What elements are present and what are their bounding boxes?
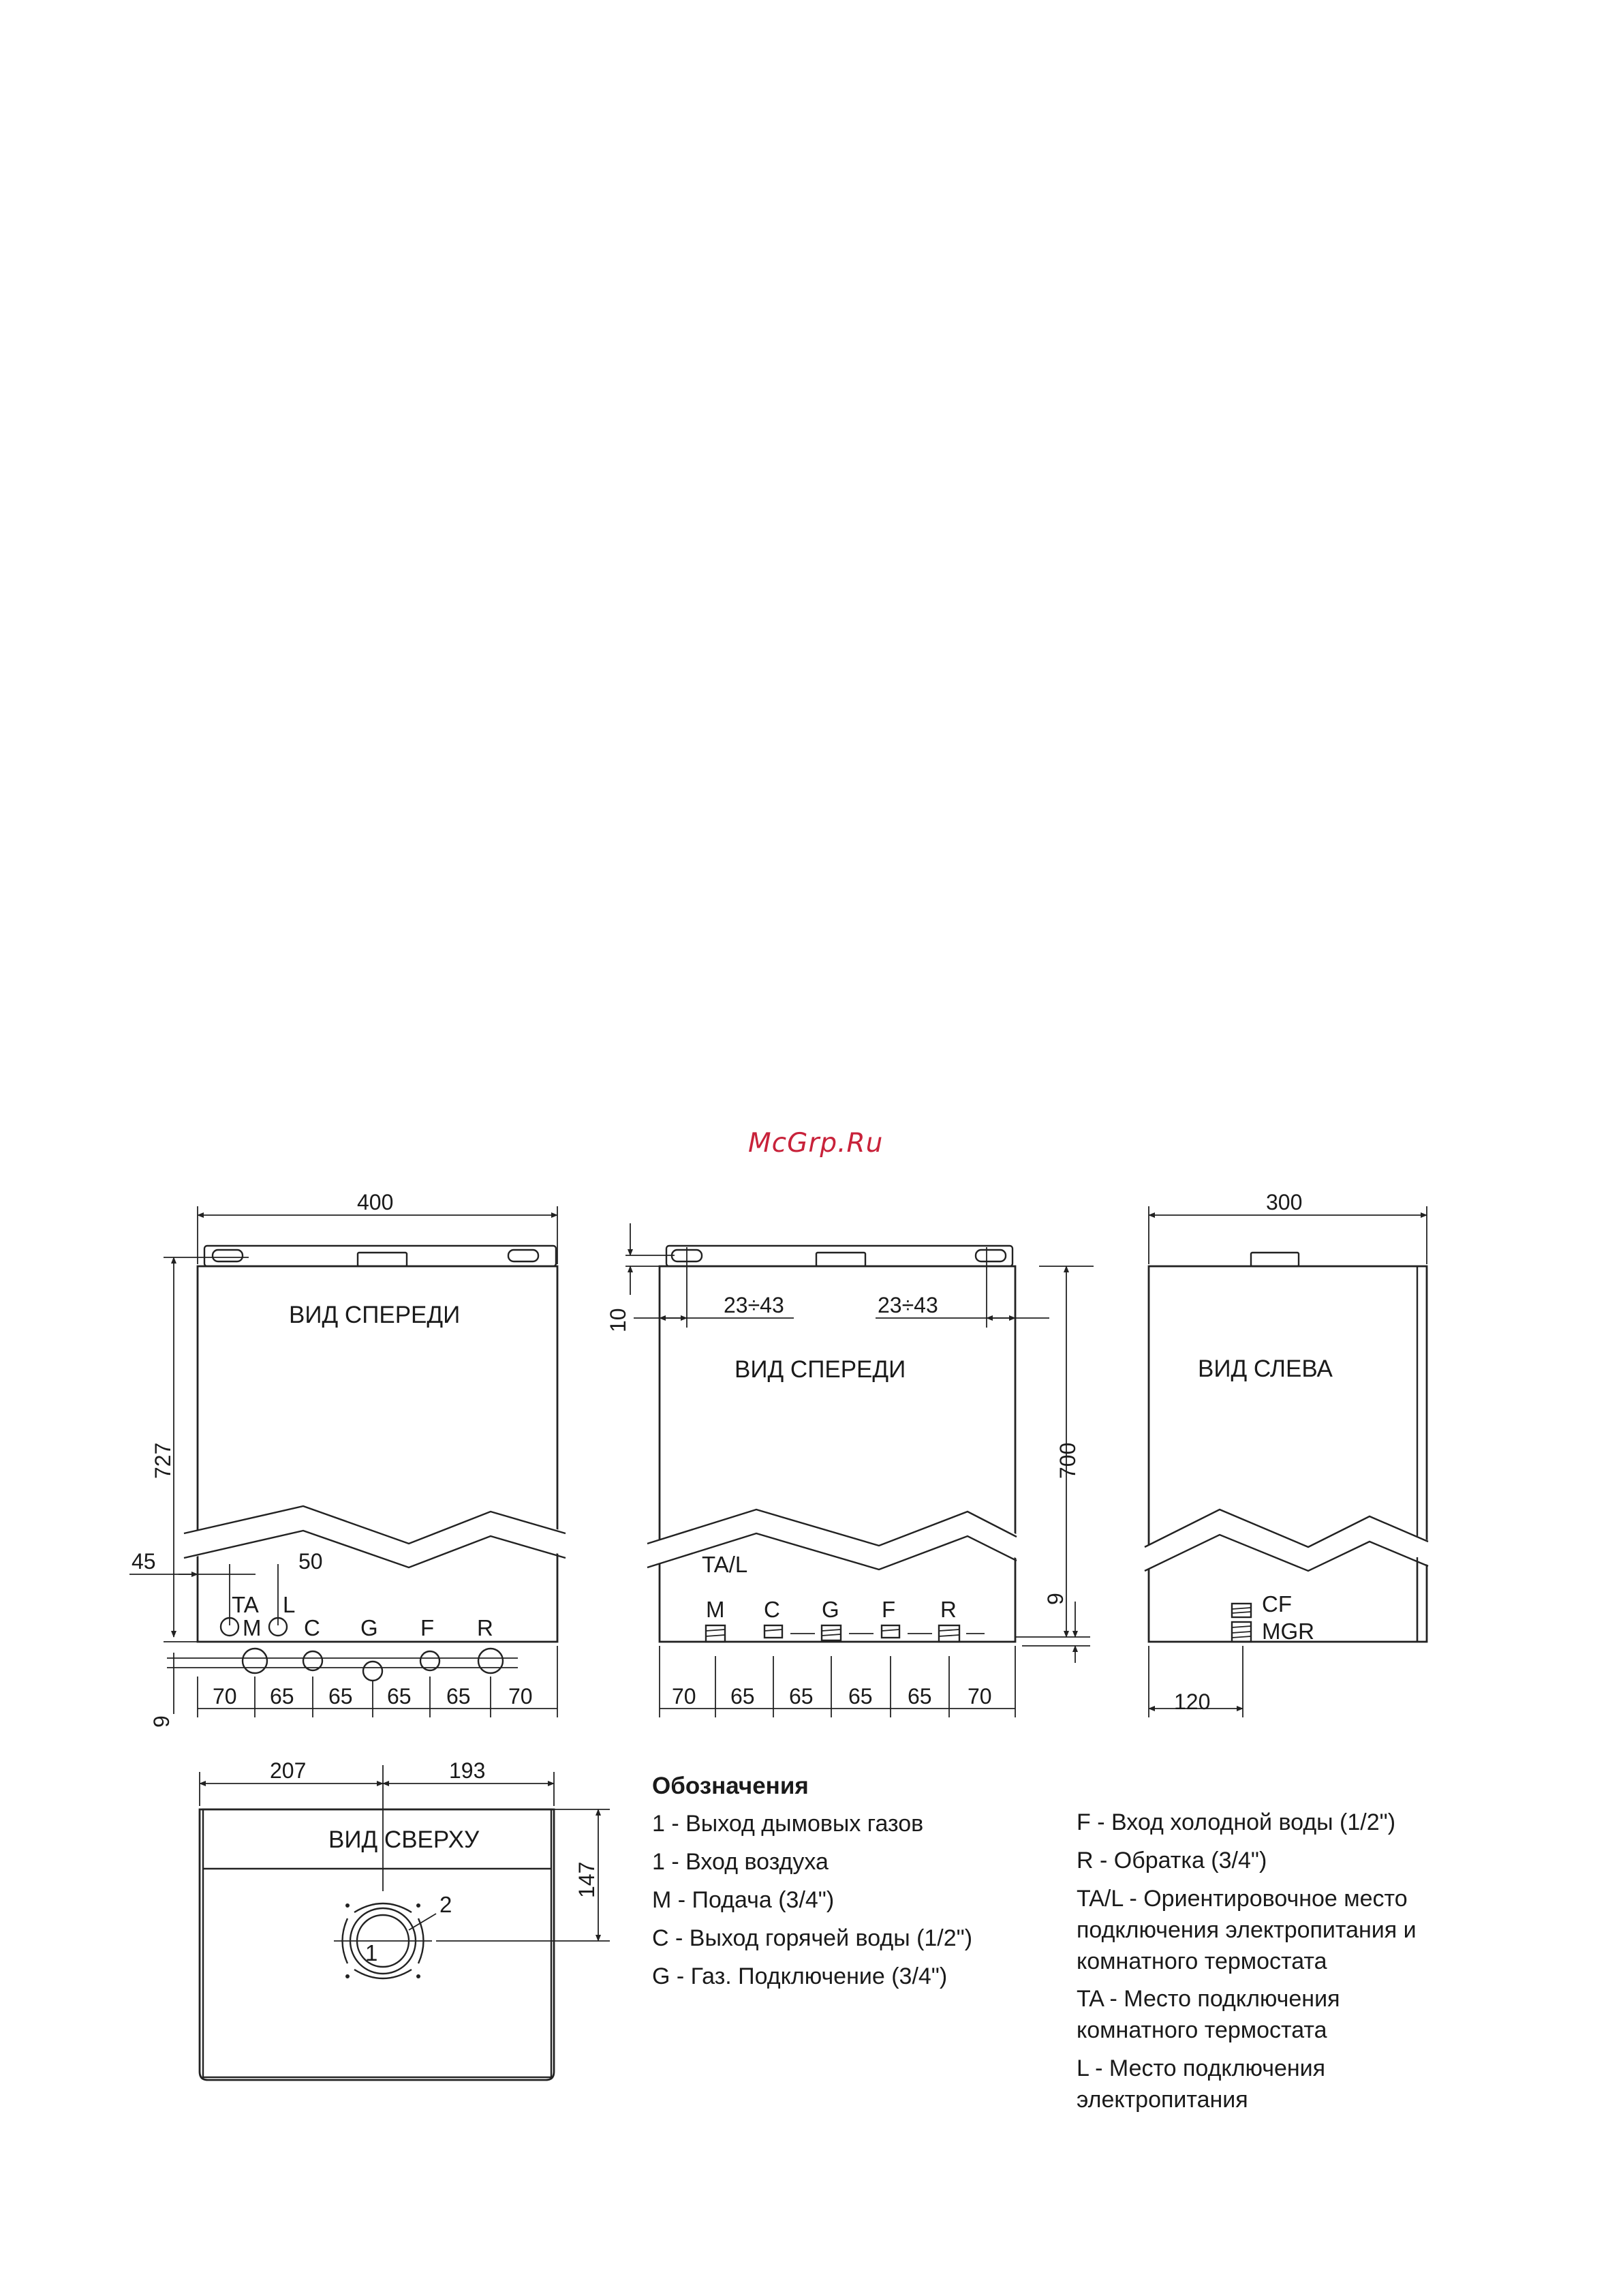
mounting-slot <box>213 1250 243 1261</box>
watermark-text: McGrp.Ru <box>748 1128 884 1159</box>
dimension-width: 300 <box>1266 1190 1303 1214</box>
fitting-label-cf: CF <box>1262 1591 1292 1617</box>
spacing-value: 65 <box>730 1684 755 1709</box>
tal-label: TA/L <box>702 1552 748 1577</box>
connection-label-f: F <box>420 1615 435 1640</box>
flue-outlet <box>1251 1253 1299 1266</box>
connection-label-g: G <box>822 1597 839 1622</box>
spacing-value: 65 <box>848 1684 873 1709</box>
mounting-slot <box>976 1250 1006 1261</box>
connection-label-c: C <box>304 1615 320 1640</box>
spacing-value: 70 <box>213 1684 237 1709</box>
mounting-bracket <box>204 1246 556 1266</box>
legend-item: M - Подача (3/4") <box>652 1887 835 1914</box>
spacing-chain <box>198 1646 557 1717</box>
legend-right <box>1077 1807 1458 2123</box>
hole-dimension-left: 23÷43 <box>724 1293 784 1317</box>
dimension-right: 193 <box>449 1758 486 1783</box>
pipe-m <box>243 1649 267 1673</box>
view-title: ВИД СЛЕВА <box>1198 1356 1333 1382</box>
pipe-g <box>363 1662 382 1681</box>
spacing-value: 65 <box>270 1684 294 1709</box>
spacing-value: 70 <box>508 1684 533 1709</box>
legend-item: TA - Место подключения комнатного термостата <box>1077 1986 1340 2044</box>
connection-label-ta: TA <box>232 1592 259 1617</box>
front-view-1 <box>129 1190 572 1728</box>
connection-label-f: F <box>882 1597 896 1622</box>
view-title: ВИД СВЕРХУ <box>328 1826 480 1853</box>
marker-1: 1 <box>365 1940 378 1965</box>
legend-title: Обозначения <box>652 1773 809 1799</box>
boiler-body <box>660 1266 1015 1642</box>
legend-item: 1 - Выход дымовых газов <box>652 1811 924 1837</box>
dimension-bottom-offset: 9 <box>1043 1593 1068 1605</box>
connection-label-r: R <box>940 1597 957 1622</box>
dimension-height: 700 <box>1055 1442 1080 1479</box>
fitting-label-mgr: MGR <box>1262 1619 1314 1644</box>
spacing-value: 70 <box>672 1684 696 1709</box>
connection-label-g: G <box>360 1615 378 1640</box>
legend-item: C - Выход горячей воды (1/2") <box>652 1925 973 1951</box>
view-title: ВИД СПЕРЕДИ <box>735 1356 906 1383</box>
hole-dimension-right: 23÷43 <box>878 1293 938 1317</box>
marker-2: 2 <box>439 1892 452 1917</box>
connection-label-c: C <box>764 1597 780 1622</box>
connection-label-m: M <box>243 1615 262 1640</box>
legend-item: R - Обратка (3/4") <box>1077 1847 1267 1873</box>
connection-label-r: R <box>477 1615 493 1640</box>
pipe-r <box>478 1649 503 1673</box>
left-view <box>1145 1190 1431 1717</box>
legend-item: TA/L - Ориентировочное место подключения электропитания и комнатного термостата <box>1077 1885 1417 1974</box>
view-title: ВИД СПЕРЕДИ <box>289 1302 461 1328</box>
boiler-side <box>1149 1266 1427 1642</box>
front-view-2 <box>606 1223 1094 1717</box>
mounting-bracket <box>666 1246 1013 1266</box>
mounting-slot <box>508 1250 538 1261</box>
dimension-depth: 120 <box>1174 1689 1211 1714</box>
legend-item: L - Место подключения электропитания <box>1077 2055 1326 2113</box>
spacing-chain <box>660 1646 1015 1717</box>
dimension-depth: 147 <box>574 1861 599 1898</box>
spacing-value: 65 <box>328 1684 353 1709</box>
dimension-top-offset: 10 <box>606 1308 630 1332</box>
dimension-left: 207 <box>270 1758 307 1783</box>
dimension-bottom-offset: 9 <box>149 1715 174 1728</box>
dimension-width: 400 <box>357 1190 394 1214</box>
spacing-value: 65 <box>446 1684 471 1709</box>
connection-label-l: L <box>283 1592 296 1617</box>
spacing-value: 65 <box>789 1684 814 1709</box>
spacing-value: 70 <box>968 1684 992 1709</box>
legend-item: G - Газ. Подключение (3/4") <box>652 1963 948 1989</box>
legend-item: F - Вход холодной воды (1/2") <box>1077 1809 1396 1835</box>
dimension-height: 727 <box>151 1442 175 1479</box>
dimension-offset-between: 50 <box>298 1549 323 1574</box>
spacing-value: 65 <box>387 1684 412 1709</box>
spacing-value: 65 <box>908 1684 932 1709</box>
legend-item: 1 - Вход воздуха <box>652 1849 829 1876</box>
legend-left <box>652 1770 1034 2000</box>
flue-outlet <box>358 1253 407 1266</box>
top-view <box>200 1758 610 2080</box>
connection-label-m: M <box>706 1597 725 1622</box>
flue-outlet <box>816 1253 865 1266</box>
dimension-offset-left: 45 <box>132 1549 156 1574</box>
